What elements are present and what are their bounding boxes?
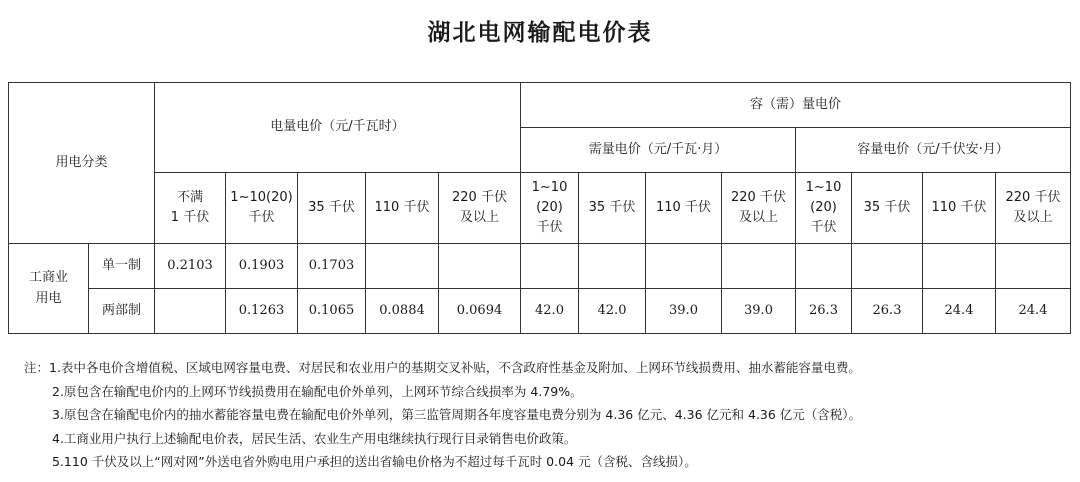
row-label: 两部制 xyxy=(89,289,155,334)
tariff-table xyxy=(8,82,1071,334)
capacity-price-cell: 26.3 xyxy=(796,289,852,334)
demand-price-cell: 39.0 xyxy=(646,289,722,334)
capacity-price-cell xyxy=(796,244,852,289)
header-capacity-price: 容量电价（元/千伏安·月） xyxy=(796,128,1071,173)
capacity-price-cell xyxy=(852,244,923,289)
demand-price-cell xyxy=(521,244,579,289)
header-capacity-group: 容（需）量电价 xyxy=(521,83,1071,128)
demand-price-cell: 42.0 xyxy=(521,289,579,334)
voltage-header: 220 千伏 及以上 xyxy=(439,173,521,244)
page-title: 湖北电网输配电价表 xyxy=(427,20,653,46)
energy-price-cell: 0.1263 xyxy=(226,289,298,334)
capacity-price-cell xyxy=(996,244,1071,289)
energy-price-cell: 0.0694 xyxy=(439,289,521,334)
voltage-header: 220 千伏 及以上 xyxy=(722,173,796,244)
voltage-header: 110 千伏 xyxy=(366,173,439,244)
voltage-header: 110 千伏 xyxy=(646,173,722,244)
energy-price-cell xyxy=(155,289,226,334)
voltage-header: 1~10 (20) 千伏 xyxy=(796,173,852,244)
voltage-header: 不满 1 千伏 xyxy=(155,173,226,244)
voltage-header: 35 千伏 xyxy=(298,173,366,244)
note-item: 4.工商业用户执行上述输配电价表，居民生活、农业生产用电继续执行现行目录销售电价政策。 xyxy=(52,430,577,446)
capacity-price-cell: 24.4 xyxy=(996,289,1071,334)
row-label: 单一制 xyxy=(89,244,155,289)
table-row xyxy=(9,289,1071,334)
note-item: 2.原包含在输配电价内的上网环节线损费用在输配电价外单列，上网环节综合线损率为 4.79%。 xyxy=(52,383,583,399)
energy-price-cell: 0.1703 xyxy=(298,244,366,289)
voltage-header: 35 千伏 xyxy=(579,173,646,244)
capacity-price-cell xyxy=(923,244,996,289)
energy-price-cell: 0.0884 xyxy=(366,289,439,334)
header-energy-price: 电量电价（元/千瓦时） xyxy=(155,83,521,173)
energy-price-cell xyxy=(439,244,521,289)
energy-price-cell xyxy=(366,244,439,289)
demand-price-cell xyxy=(579,244,646,289)
capacity-price-cell: 24.4 xyxy=(923,289,996,334)
energy-price-cell: 0.1903 xyxy=(226,244,298,289)
note-item: 注：1.表中各电价含增值税、区域电网容量电费、对居民和农业用户的基期交叉补贴，不含政府性基金及附加、上网环节线损费用、抽水蓄能容量电费。 xyxy=(24,360,861,375)
voltage-header: 1~10 (20) 千伏 xyxy=(521,173,579,244)
demand-price-cell: 42.0 xyxy=(579,289,646,334)
voltage-header: 220 千伏 及以上 xyxy=(996,173,1071,244)
table-row xyxy=(9,244,1071,289)
energy-price-cell: 0.1065 xyxy=(298,289,366,334)
header-demand-price: 需量电价（元/千瓦·月） xyxy=(521,128,796,173)
demand-price-cell: 39.0 xyxy=(722,289,796,334)
note-item: 5.110 千伏及以上“网对网”外送电省外购电用户承担的送出省输电价格为不超过每千瓦时 0.04 元（含税、含线损）。 xyxy=(52,454,697,469)
note-item: 3.原包含在输配电价内的抽水蓄能容量电费在输配电价外单列，第三监管周期各年度容量电费分别为 4.36 亿元、4.36 亿元和 4.36 亿元（含税）。 xyxy=(52,407,862,422)
voltage-header: 1~10(20) 千伏 xyxy=(226,173,298,244)
demand-price-cell xyxy=(646,244,722,289)
capacity-price-cell: 26.3 xyxy=(852,289,923,334)
row-group-label: 工商业 用电 xyxy=(9,244,89,334)
notes-section xyxy=(24,356,861,474)
demand-price-cell xyxy=(722,244,796,289)
header-category: 用电分类 xyxy=(9,83,155,244)
voltage-header: 110 千伏 xyxy=(923,173,996,244)
voltage-header: 35 千伏 xyxy=(852,173,923,244)
energy-price-cell: 0.2103 xyxy=(155,244,226,289)
